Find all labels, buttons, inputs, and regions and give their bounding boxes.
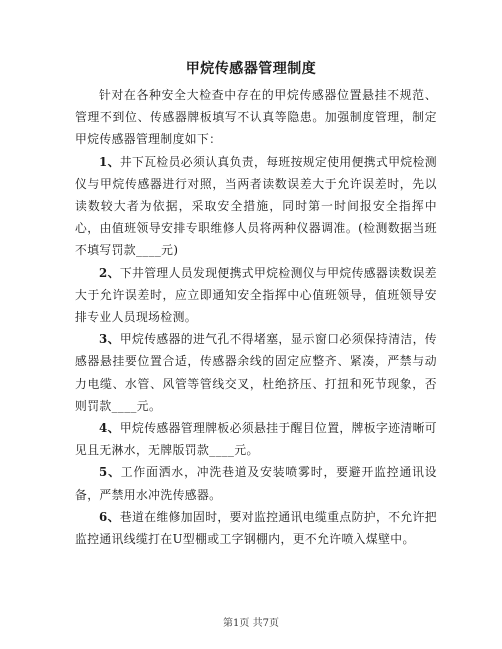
clause-text: 巷道在维修加固时，要对监控通讯电缆重点防护，不允许把监控通讯线缆打在U型棚或工字钢棚内，更不允许喷入煤壁中。 — [75, 509, 437, 547]
clause-text: 下井管理人员发现便携式甲烷检测仪与甲烷传感器读数误差大于允许误差时，应立即通知安全指挥中心值班领导，值班领导安排专业人员现场检测。 — [75, 265, 437, 325]
page-footer: 第1页 共7页 — [223, 618, 279, 629]
clause-number: 3、 — [99, 332, 120, 347]
clause-paragraph — [75, 262, 437, 329]
clause-text: 甲烷传感器管理牌板必须悬挂于醒目位置，牌板字迹清晰可见且无淋水，无牌版罚款____元。 — [75, 421, 437, 458]
clause-number: 6、 — [99, 509, 120, 524]
clause-number: 5、 — [99, 465, 121, 480]
clause-text: 工作面洒水，冲洗巷道及安装喷雾时，要避开监控通讯设备，严禁用水冲洗传感器。 — [75, 465, 437, 502]
clause-number: 2、 — [99, 265, 120, 280]
clause-paragraph — [75, 417, 437, 461]
intro-paragraph: 针对在各种安全大检查中存在的甲烷传感器位置悬挂不规范、管理不到位、传感器牌板填写不认真等隐患。加强制度管理，制定甲烷传感器管理制度如下： — [75, 88, 437, 147]
clause-text: 井下瓦检员必须认真负责，每班按规定使用便携式甲烷检测仪与甲烷传感器进行对照，当两者读数误差大于允许误差时，先以读数较大者为依据，采取安全措施，同时第一时间报安全指挥中心，由值班领导安排专职维修人员将两种仪器调准。(检测数据当班不填写罚款____元) — [75, 154, 437, 258]
clause-paragraph — [75, 506, 437, 550]
clause-number: 1、 — [99, 154, 120, 169]
clause-paragraph — [75, 151, 437, 262]
clause-text: 甲烷传感器的进气孔不得堵塞，显示窗口必须保持清洁，传感器悬挂要位置合适，传感器余线的固定应整齐、紧凑，严禁与动力电缆、水管、风管等管线交叉，杜绝挤压、打扭和死节现象，否则罚款____元。 — [75, 332, 437, 413]
clause-paragraph — [75, 328, 437, 417]
clause-number: 4、 — [99, 421, 120, 436]
document-title: 甲烷传感器管理制度 — [185, 61, 317, 77]
document-body — [75, 84, 437, 550]
clause-paragraph — [75, 461, 437, 505]
